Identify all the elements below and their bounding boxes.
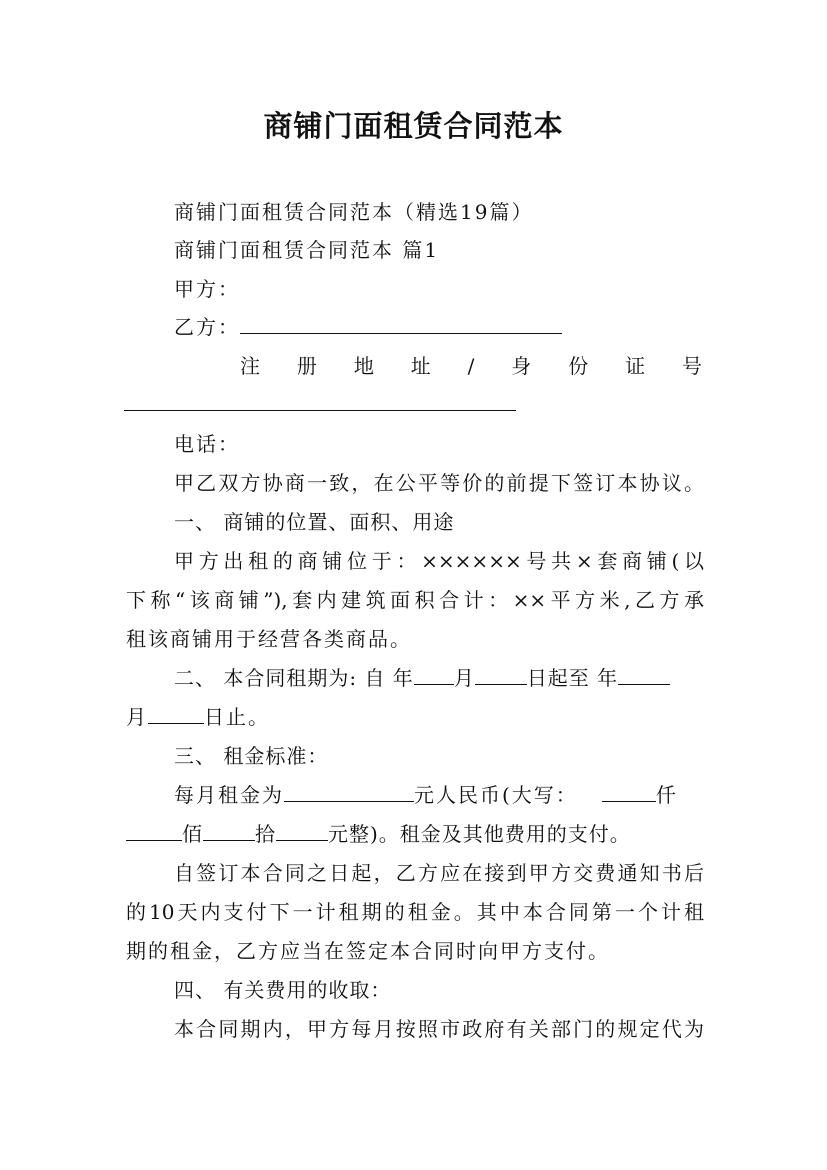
address-id-label	[240, 352, 702, 380]
term-start-day-blank	[475, 664, 527, 685]
clause1-text-line: 下称“该商铺”),套内建筑面积合计：××平方米,乙方承	[126, 588, 704, 612]
rent-qian-value-blank	[126, 820, 182, 841]
rent-mid: 元人民币(大写：	[414, 783, 578, 807]
clause2-line2	[126, 703, 704, 731]
payment-text-line: 期的租金，乙方应当在签定本合同时向甲方支付。	[126, 939, 610, 963]
address-id-blank	[124, 410, 516, 411]
clause4-heading: 四、 有关费用的收取：	[174, 978, 392, 1002]
address-id-char: 册	[296, 354, 317, 378]
address-id-char: 号	[682, 354, 702, 378]
party-b-line	[174, 313, 704, 341]
section-heading: 商铺门面租赁合同范本 篇1	[174, 238, 440, 262]
payment-text-line: 自签订本合同之日起，乙方应在接到甲方交费通知书后	[174, 861, 704, 885]
rent-shi-blank	[276, 820, 328, 841]
document-title: 商铺门面租赁合同范本	[263, 109, 564, 143]
rent-qian-blank	[602, 781, 656, 802]
clause2-line2-end: 日止。	[204, 705, 270, 729]
address-id-char: 注	[240, 354, 260, 378]
clause1-text-line: 甲方出租的商铺位于：××××××号共×套商铺(以	[174, 549, 704, 573]
phone-label: 电话：	[174, 432, 240, 456]
clause4-text-line: 本合同期内，甲方每月按照市政府有关部门的规定代为	[174, 1017, 704, 1041]
clause1-heading: 一、 商铺的位置、面积、用途	[174, 510, 455, 534]
party-b-label: 乙方：	[174, 315, 240, 339]
rent-bai: 佰	[182, 822, 203, 846]
rent-line2	[126, 820, 704, 848]
address-id-char: 份	[568, 354, 589, 378]
clause1-text-line: 租该商铺用于经营各类商品。	[126, 627, 412, 651]
rent-bai-blank	[203, 820, 255, 841]
clause2-prefix: 二、 本合同租期为: 自 年	[174, 666, 414, 690]
document-subtitle: 商铺门面租赁合同范本（精选19篇）	[174, 200, 534, 224]
rent-end: 元整)。租金及其他费用的支付。	[328, 822, 631, 846]
clause3-heading: 三、 租金标准：	[174, 744, 329, 768]
term-end-month-blank	[148, 703, 204, 724]
rent-prefix: 每月租金为	[174, 783, 284, 807]
address-id-char: 身	[511, 354, 532, 378]
party-b-blank	[240, 313, 562, 334]
address-id-char: /	[467, 354, 475, 378]
term-start-month-blank	[414, 664, 454, 685]
address-id-char: 址	[410, 354, 431, 378]
rent-line	[174, 781, 704, 809]
clause2-line	[174, 664, 704, 692]
address-id-char: 地	[353, 354, 374, 378]
term-end-year-blank	[618, 664, 670, 685]
rent-qian: 仟	[655, 783, 678, 807]
party-a-label: 甲方：	[174, 277, 240, 301]
intro-paragraph: 甲乙双方协商一致，在公平等价的前提下签订本协议。	[174, 471, 704, 495]
clause2-line2-month: 月	[126, 705, 148, 729]
rent-shi: 拾	[255, 822, 276, 846]
clause2-day-to: 日起至 年	[526, 666, 619, 690]
address-id-char: 证	[625, 354, 646, 378]
payment-text-line: 的10天内支付下一计租期的租金。其中本合同第一个计租	[126, 900, 704, 924]
clause2-month: 月	[453, 666, 475, 690]
monthly-rent-blank	[284, 781, 414, 802]
